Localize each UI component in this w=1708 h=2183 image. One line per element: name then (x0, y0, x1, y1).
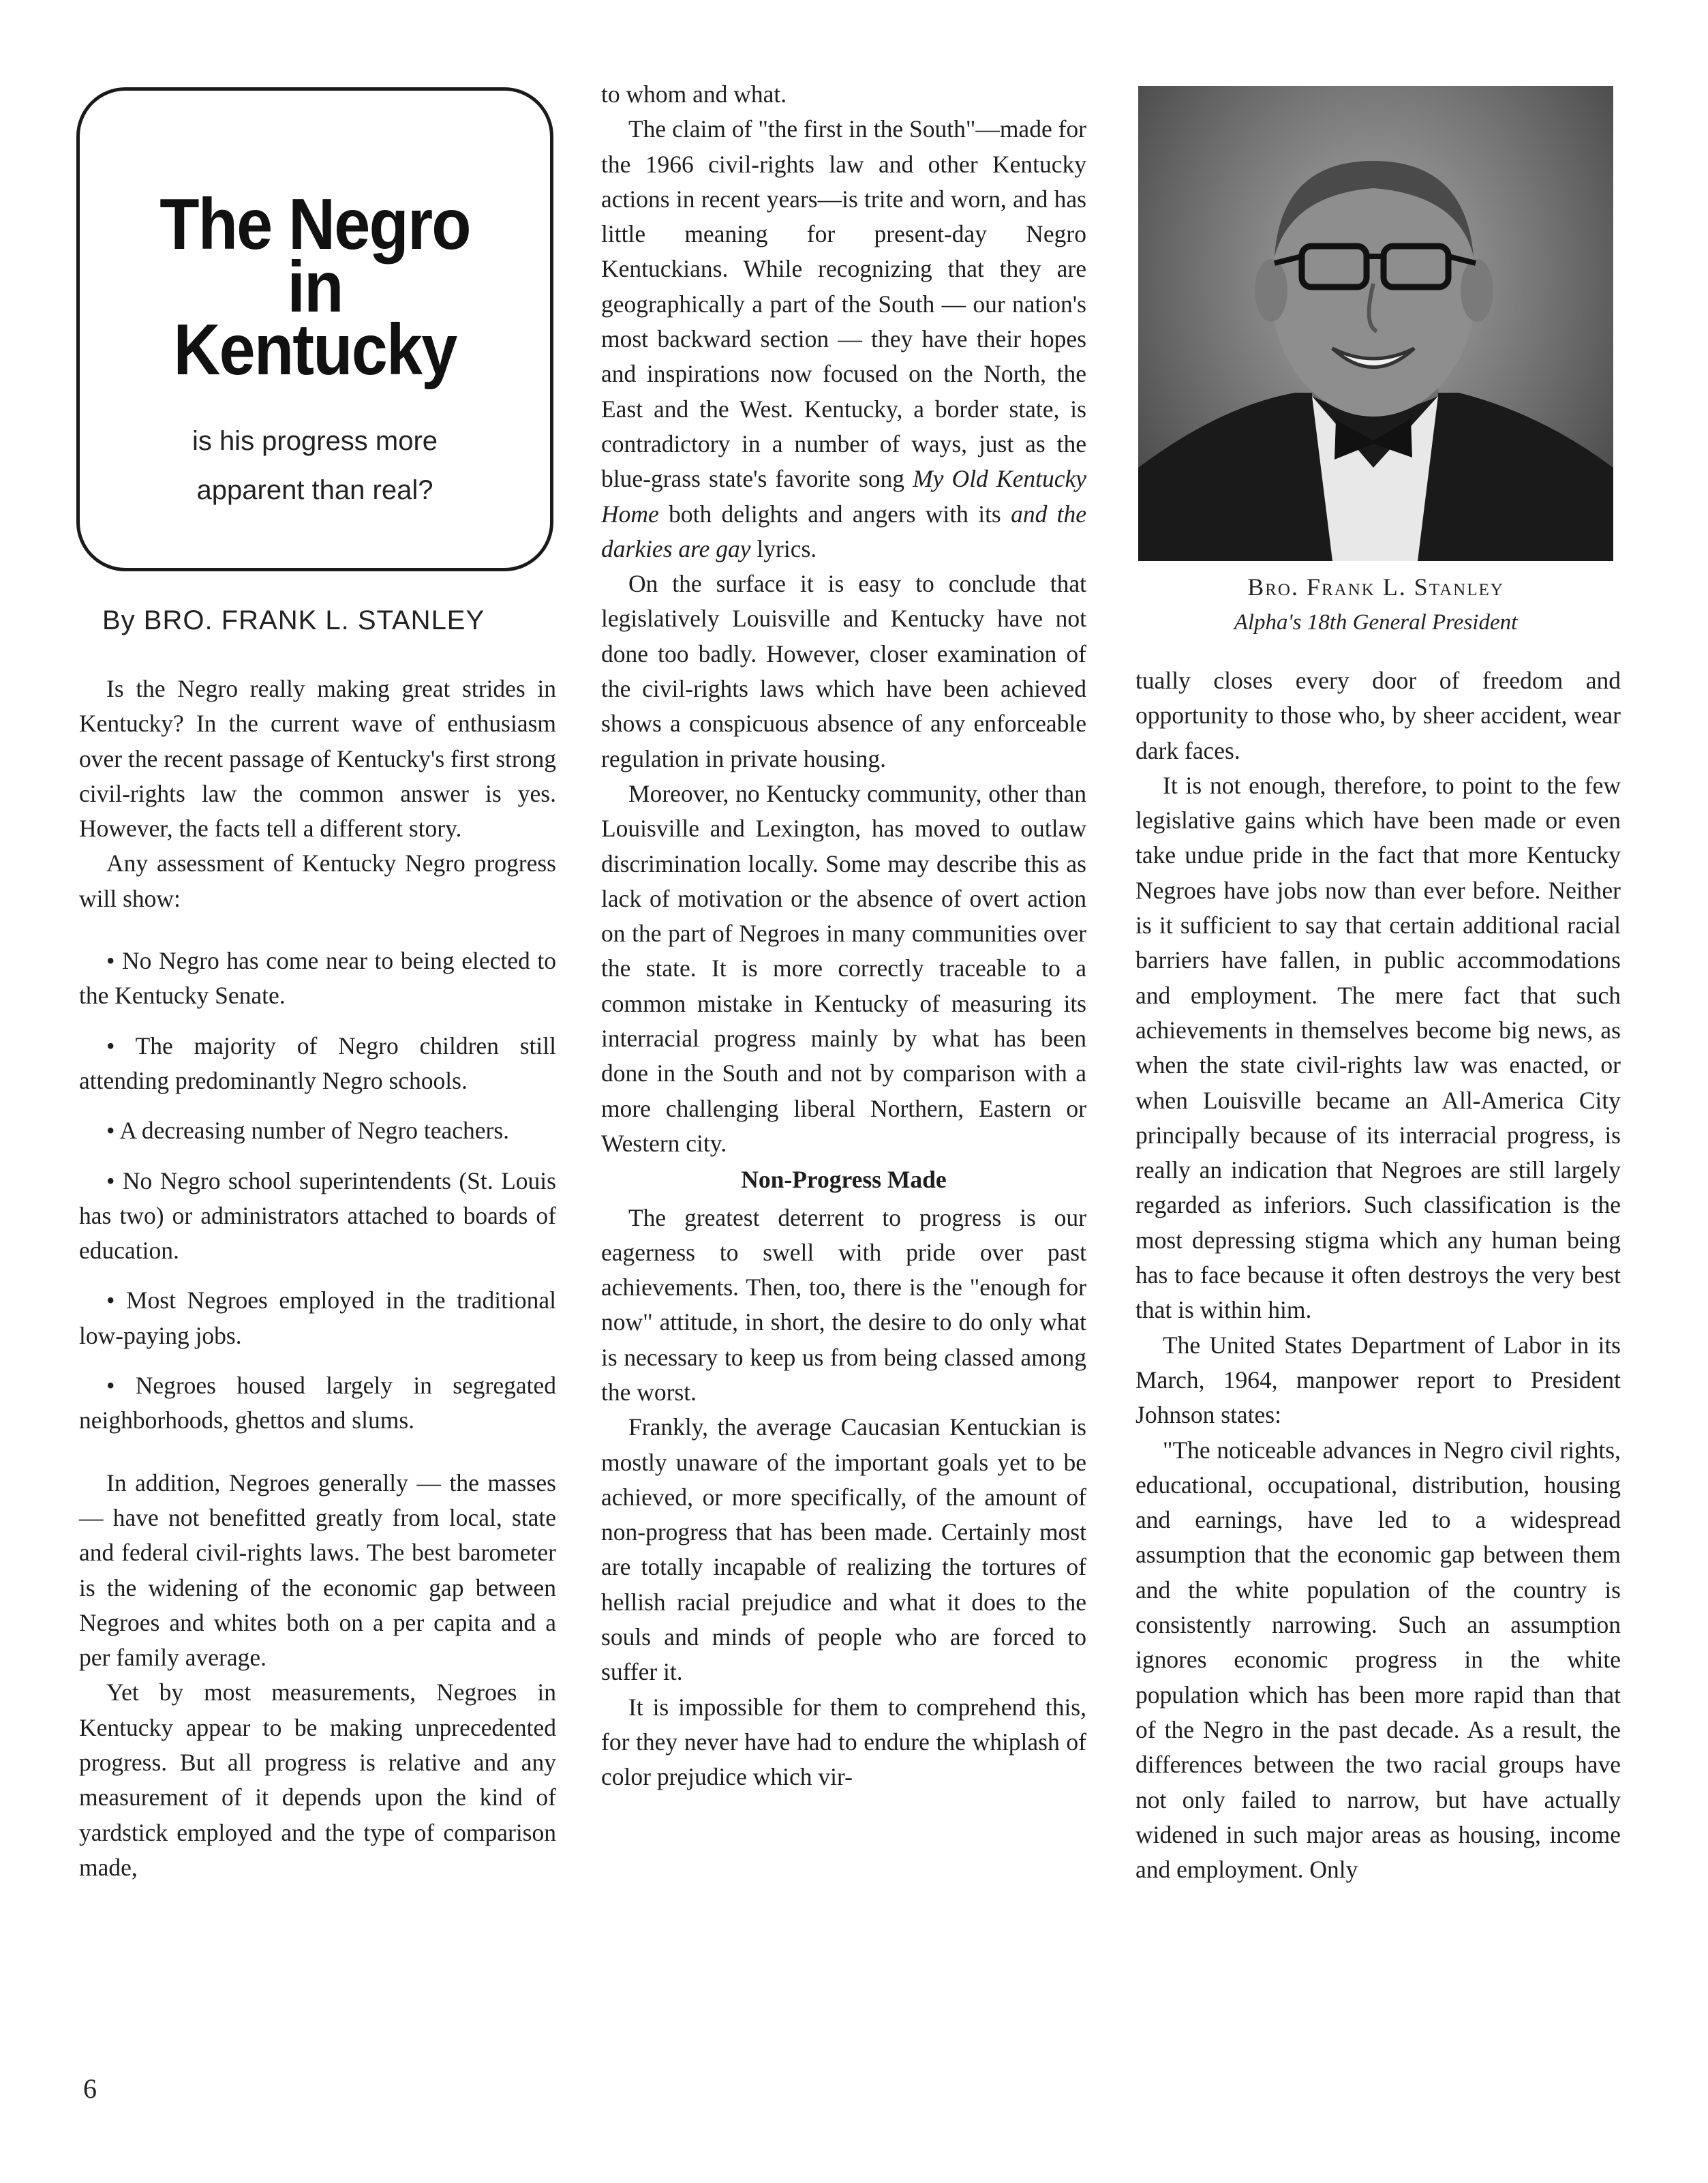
section-heading: Non-Progress Made (741, 1166, 947, 1194)
paragraph: It is not enough, therefore, to point to the few legislative gains which have been made or even take undue pride in the fact that more Kentucky Negroes have jobs now than ever before. Neither is it sufficient to say that certain additional racial barriers have fallen, in public accommodations and employment. The mere fact that such achievements in themselves become big news, as when the state civil-rights law was enacted, or when Louisville became an All-America City principally because of its interracial progress, is really an indication that Negroes are still largely regarded as inferiors. Such classification is the most depressing stigma which any human being has to face because it often destroys the very best that is within him. (1135, 771, 1621, 1324)
bullet-item: • Most Negroes employed in the traditional low-paying jobs. (79, 1286, 556, 1349)
author-portrait-photo (1138, 86, 1613, 561)
paragraph: Moreover, no Kentucky community, other than Louisville and Lexington, has moved to outlaw discrimination locally. Some may describe this as lack of motivation or the absence of overt action on the part of Negroes in many communities over the state. It is more correctly traceable to a common mistake in Kentucky of measuring its interracial progress mainly by what has been done in the South and not by comparison with a more challenging liberal Northern, Eastern or Western city. (601, 779, 1086, 1157)
title-line: The Negro (159, 184, 470, 265)
column-3 (1135, 663, 1621, 1887)
paragraph: In addition, Negroes generally — the masses — have not benefitted greatly from local, state and federal civil-rights laws. The best barometer is the widening of the economic gap between Negroes and whites both on a per capita and a per family average. (79, 1469, 556, 1672)
song-title: My Old Kentucky Home (601, 465, 1086, 528)
photo-caption (1138, 569, 1613, 640)
byline: By BRO. FRANK L. STANLEY (102, 605, 485, 635)
caption-name: Bro. Frank L. Stanley (1247, 573, 1504, 601)
paragraph-text: The claim of "the first in the South"—made for the 1966 civil-rights law and other Kentucky actions in recent years—is trite and worn, and has little meaning for present-day Negro Kentuckians. While recognizing that they are geographically a part of the South — our nation's most backward section — they have their hopes and inspirations now focused on the North, the East and the West. Kentucky, a border state, is contradictory in a number of ways, just as the blue-grass state's favorite song (601, 115, 1086, 493)
paragraph: It is impossible for them to comprehend this, for they never have had to endure the whiplash of color prejudice which vir- (601, 1693, 1086, 1791)
paragraph: Is the Negro really making great strides in Kentucky? In the current wave of enthusiasm over the recent passage of Kentucky's first strong civil-rights law the common answer is yes. However, the facts tell a different story. (79, 675, 556, 843)
subtitle-line: is his progress more (192, 426, 438, 456)
paragraph: The United States Department of Labor in its March, 1964, manpower report to President Johnson states: (1135, 1331, 1621, 1429)
bullet-item: • No Negro has come near to being elected to the Kentucky Senate. (79, 947, 556, 1010)
title-box (76, 87, 553, 571)
paragraph: to whom and what. (601, 80, 787, 108)
paragraph (601, 112, 1086, 567)
subtitle-line: apparent than real? (196, 475, 433, 505)
paragraph: Any assessment of Kentucky Negro progress will show: (79, 849, 556, 912)
paragraph: On the surface it is easy to conclude that legislatively Louisville and Kentucky have not done too badly. However, closer examination of the civil-rights laws which have been achieved shows a conspicuous absence of any enforceable regulation in private housing. (601, 570, 1086, 772)
bullet-item: • A decreasing number of Negro teachers. (106, 1117, 510, 1145)
paragraph: "The noticeable advances in Negro civil rights, educational, occupational, distribution, housing and earnings, have led to a widespread assumption that the economic gap between them and the white population of the country is consistently narrowing. Such an assumption ignores economic progress in the white population which has been more rapid than that of the Negro in the past decade. As a result, the differences between the two racial groups have not only failed to narrow, but have actually widened in such major areas as housing, income and employment. Only (1135, 1436, 1621, 1884)
paragraph: tually closes every door of freedom and opportunity to those who, by sheer accident, wear dark faces. (1135, 667, 1621, 764)
bullet-item: • The majority of Negro children still attending predominantly Negro schools. (79, 1032, 556, 1094)
song-lyric: and the darkies are gay (601, 500, 1086, 562)
caption-role: Alpha's 18th General President (1234, 610, 1518, 635)
title-line: in (287, 247, 343, 327)
paragraph-text: lyrics. (757, 535, 817, 562)
title-line: Kentucky (173, 310, 457, 390)
bullet-item: • Negroes housed largely in segregated neighborhoods, ghettos and slums. (79, 1372, 556, 1434)
paragraph: The greatest deterrent to progress is our eagerness to swell with pride over past achievements. Then, too, there is the "enough for now" attitude, in short, the desire to do only what is necessary to keep us from being classed among the worst. (601, 1203, 1086, 1406)
portrait-illustration (1138, 86, 1613, 561)
column-1 (79, 672, 556, 1885)
article-subtitle (80, 417, 550, 515)
page-number: 6 (83, 2073, 97, 2104)
paragraph: Yet by most measurements, Negroes in Kentucky appear to be making unprecedented progress. But all progress is relative and any measurement of it depends upon the kind of yardstick employed and the type of comparison made, (79, 1678, 556, 1881)
bullet-item: • No Negro school superintendents (St. Louis has two) or administrators attached to boards of education. (79, 1166, 556, 1265)
article-title (104, 184, 527, 390)
column-2 (601, 77, 1086, 1795)
paragraph-text: both delights and angers with its (669, 500, 1001, 528)
paragraph: Frankly, the average Caucasian Kentuckian is mostly unaware of the important goals yet to be achieved, or more specifically, of the amount of non-progress that has been made. Certainly most are totally incapable of realizing the tortures of hellish racial prejudice and what it does to the souls and minds of people who are forced to suffer it. (601, 1413, 1086, 1686)
